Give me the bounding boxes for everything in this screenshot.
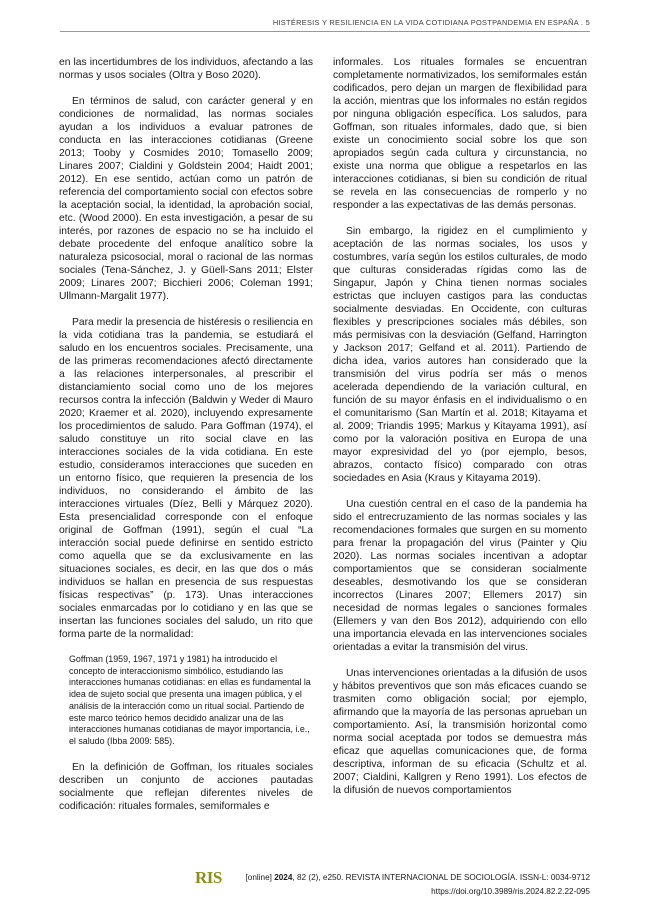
citation-details: , 82 (2), e250. REVISTA INTERNACIONAL DE SOCIOLOGÍA. ISSN-L: 0034-9712 xyxy=(292,873,590,882)
paragraph: informales. Los rituales formales se encuentran completamente normativizados, los semiformales están codificados, pero dejan un margen de flexibilidad para la acción, mientras que los informales no están regidos por ninguna obligación específica. Los saludos, para Goffman, son rituales informales, dado que, si bien existe un conocimiento social sobre los que son apropiados según cada cultura y circunstancia, no existe una norma que obligue a respetarlos en las interacciones cotidianas, si bien su condición de ritual se revela en las consecuencias de romperlo y no responder a las expectativas de las demás personas. xyxy=(333,57,587,211)
page-footer xyxy=(0,859,650,919)
paragraph: Unas intervenciones orientadas a la difusión de usos y hábitos preventivos que son más eficaces cuando se trasmiten como obligación social; por ejemplo, afirmando que la mayoría de las personas aprueban un comportamiento. Así, la transmisión horizontal como norma social aceptada por todos se demuestra más eficaz que aquellas comunicaciones que, de forma descriptiva, informan de su eficacia (Schultz et al. 2007; Cialdini, Kallgren y Reno 1991). Los efectos de la difusión de nuevos comportamientos xyxy=(333,668,587,796)
running-title: HISTÉRESIS Y RESILIENCIA EN LA VIDA COTIDIANA POSTPANDEMIA EN ESPAÑA . 5 xyxy=(272,18,590,27)
right-column xyxy=(333,56,587,810)
header-rule xyxy=(60,31,590,32)
journal-citation xyxy=(246,873,591,882)
paragraph: En términos de salud, con carácter general y en condiciones de normalidad, las normas sociales ayudan a los individuos a evaluar patrones de conducta en las interacciones cotidianas (Greene 2013; Tooby y Cosmides 2010; Tomasello 2009; Linares 2007; Cialdini y Goldstein 2004; Haidt 2001; 2012). En ese sentido, actúan como un patrón de referencia del comportamiento social con efectos sobre la aceptación social, la identidad, la aprobación social, etc. (Wood 2000). En esta investigación, a pesar de su interés, por razones de espacio no se ha incluido el debate procedente del enfoque analítico sobre la naturaleza psicosocial, moral o racional de las normas sociales (Tena-Sánchez, J. y Güell-Sans 2011; Elster 2009; Linares 2007; Bicchieri 2006; Coleman 1991; Ullmann-Margalit 1977). xyxy=(59,96,313,302)
citation-prefix: [online] xyxy=(245,873,275,882)
doi-link[interactable]: https://doi.org/10.3989/ris.2024.82.2.22-095 xyxy=(431,887,590,896)
block-quote: Goffman (1959, 1967, 1971 y 1981) ha introducido el concepto de interaccionismo simbólico, estudiando las interacciones humanas cotidianas: en ellas es fundamental la idea de sujeto social que presenta una imagen pública, y el análisis de la interacción como un ritual social. Partiendo de este marco teórico hemos decidido analizar una de las interacciones humanas cotidianas de mayor importancia, i.e., el saludo (Ibba 2009: 585). xyxy=(69,654,311,746)
paragraph: Una cuestión central en el caso de la pandemia ha sido el entrecruzamiento de las normas sociales y las recomendaciones formales que surgen en su momento para frenar la propagación del virus (Painter y Qiu 2020). Las normas sociales incentivan a adoptar comportamientos que se consideran socialmente deseables, desmotivando los que se consideran incorrectos (Linares 2007; Ellemers 2017) sin necesidad de normas legales o sanciones formales (Ellemers y van den Bos 2012), adquiriendo con ello una importancia elevada en las intervenciones sociales orientadas a evitar la transmisión del virus. xyxy=(333,499,587,653)
citation-year: 2024 xyxy=(274,873,293,882)
paragraph: En la definición de Goffman, los rituales sociales describen un conjunto de acciones pautadas socialmente que reflejan diferentes niveles de codificación: rituales formales, semiformales e xyxy=(59,761,313,812)
paragraph: Para medir la presencia de histéresis o resiliencia en la vida cotidiana tras la pandemia, se estudiará el saludo en los encuentros sociales. Precisamente, una de las primeras recomendaciones afectó directamente a las relaciones interpersonales, al prescribir el distanciamiento social como uno de los mejores recursos contra la infección (Baldwin y Weder di Mauro 2020; Kraemer et al. 2020), incluyendo expresamente los procedimientos de saludo. Para Goffman (1974), el saludo constituye un rito social clave en las interacciones sociales de la vida cotidiana. En este estudio, consideramos interacciones que suceden en un entorno físico, que requieren la presencia de los individuos, no considerando el ámbito de las interacciones virtuales (Díez, Belli y Márquez 2020). Esta presencialidad corresponde con el enfoque original de Goffman (1991), según el cual “La interacción social puede definirse en sentido estricto como aquella que se da exclusivamente en las situaciones sociales, es decir, en las que dos o más individuos se hallan en presencia de sus respuestas físicas respectivas” (p. 173). Unas interacciones sociales enmarcadas por lo cotidiano y en las que se insertan las funciones sociales del saludo, un rito que forma parte de la normalidad: xyxy=(59,317,313,640)
journal-logo: RIS xyxy=(195,868,222,887)
paragraph: Sin embargo, la rigidez en el cumplimiento y aceptación de las normas sociales, los usos y costumbres, varía según los estilos culturales, de modo que culturas consideradas rígidas como las de Singapur, Japón y China tienen normas sociales estrictas que incluyen castigos para las conductas socialmente desviadas. En Occidente, con culturas flexibles y prescripciones sociales más débiles, son más permisivas con la desviación (Gelfand, Harrington y Jackson 2017; Gelfand et al. 2011). Partiendo de dicha idea, varios autores han considerado que la transmisión del virus podría ser más o menos acelerada dependiendo de la variación cultural, en función de su mayor énfasis en el individualismo o en el comunitarismo (San Martín et al. 2018; Kitayama et al. 2009; Triandis 1995; Markus y Kitayama 1991), así como por la valoración positiva en Europa de una mayor expresividad del yo (por ejemplo, besos, abrazos, contacto físico) comparado con otras sociedades en Asia (Kraus y Kitayama 2019). xyxy=(333,226,587,484)
running-header xyxy=(0,0,650,32)
paragraph: en las incertidumbres de los individuos, afectando a las normas y usos sociales (Oltra y Boso 2020). xyxy=(59,57,313,81)
left-column xyxy=(59,56,313,826)
